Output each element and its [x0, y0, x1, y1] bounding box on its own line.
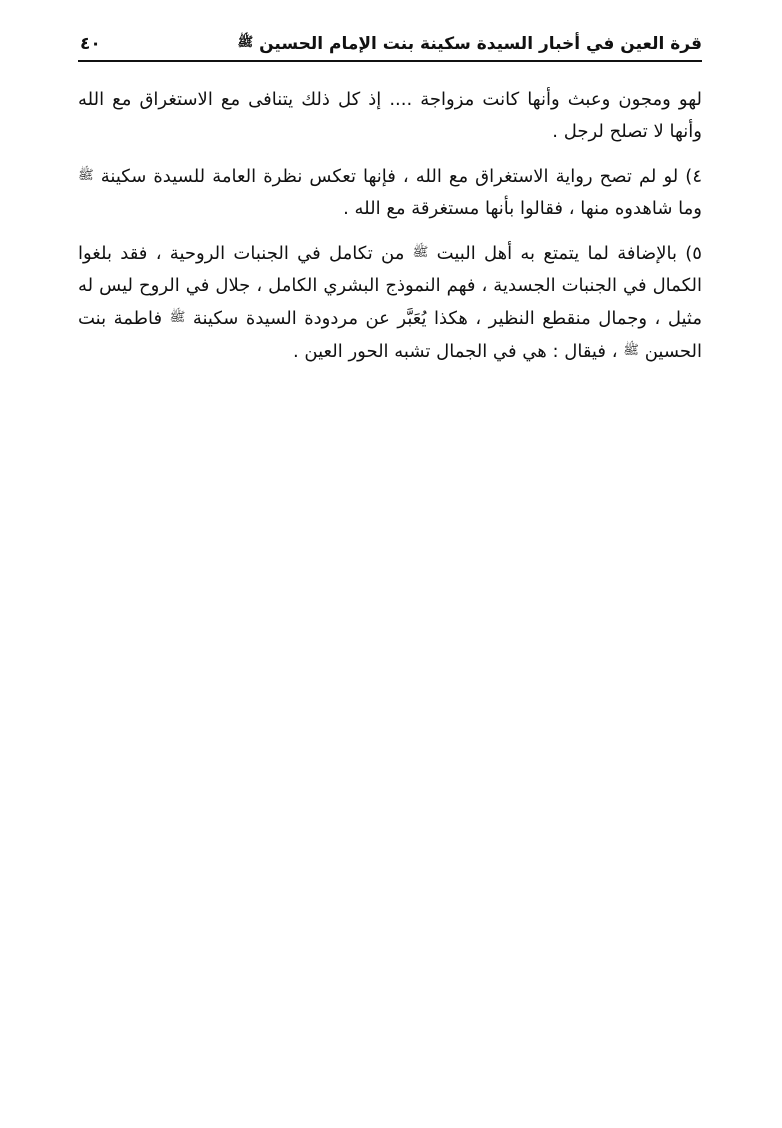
paragraph-3: [78, 237, 702, 368]
body-text: [78, 84, 702, 368]
paragraph-1: [78, 84, 702, 148]
paragraph-3-part2: من تكامل في الجنبات الروحية ، فقد بلغوا الكمال في الجنبات الجسدية ، فهم النموذج البشري الكامل ، جلال في الروح ليس له مثيل ، وجمال منقطع النظير ، هكذا يُعَبَّر عن مردودة السيدة سكينة: [78, 243, 702, 329]
honorific-symbol: ﷺ: [78, 168, 94, 183]
honorific-symbol: ﷺ: [169, 310, 186, 325]
paragraph-2-part2: وما شاهدوه منها ، فقالوا بأنها مستغرقة مع الله .: [343, 198, 702, 219]
honorific-symbol: ﷺ: [412, 245, 429, 260]
honorific-symbol: ﷺ: [237, 35, 254, 50]
running-header: [78, 30, 702, 62]
header-title-text: قرة العين في أخبار السيدة سكينة بنت الإمام الحسين: [259, 34, 702, 54]
header-title: [237, 34, 702, 54]
paragraph-1-text: لهو ومجون وعبث وأنها كانت مزواجة .... إذ كل ذلك يتنافى مع الاستغراق مع الله وأنها لا تصلح لرجل .: [78, 89, 702, 142]
paragraph-2: [78, 160, 702, 225]
paragraph-2-part1: ٤) لو لم تصح رواية الاستغراق مع الله ، فإنها تعكس نظرة العامة للسيدة سكينة: [100, 166, 702, 187]
paragraph-3-part1: ٥) بالإضافة لما يتمتع به أهل البيت: [436, 243, 702, 264]
book-page: [78, 30, 702, 380]
page-number: ٤٠: [80, 34, 101, 54]
paragraph-3-part4: ، فيقال : هي في الجمال تشبه الحور العين .: [292, 341, 618, 362]
honorific-symbol: ﷺ: [623, 343, 639, 358]
paragraph-3-part3: فاطمة بنت الحسين: [78, 308, 702, 362]
